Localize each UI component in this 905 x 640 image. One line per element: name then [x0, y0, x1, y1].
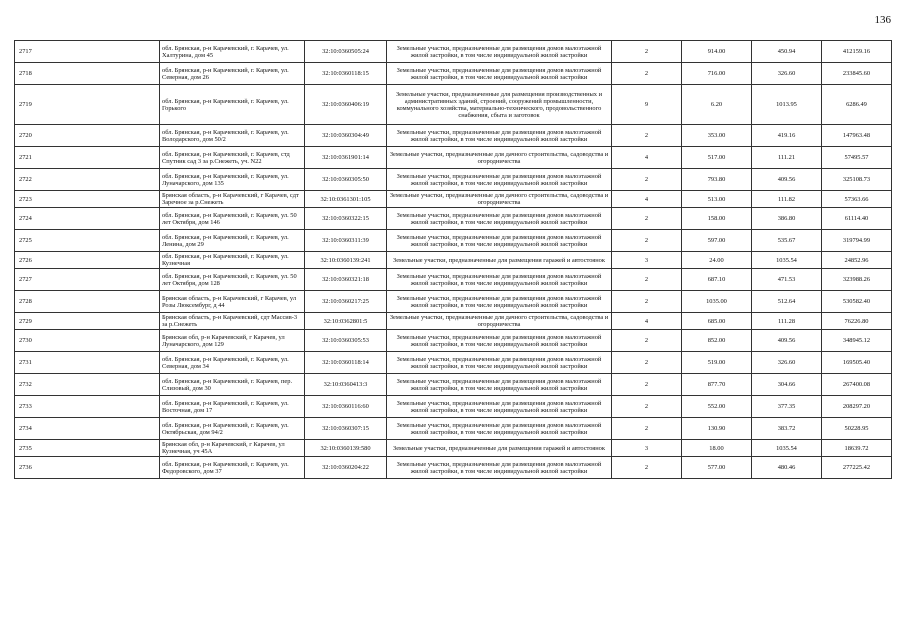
specific-value-cell: 419.16 [752, 125, 822, 147]
address-cell: Брянская обл, р-н Карачевский, г Карачев, ул Кузнечная, уч 45А [160, 440, 305, 457]
table-row [15, 85, 892, 125]
cadastral-value-cell: 57495.57 [822, 147, 892, 169]
table-row [15, 147, 892, 169]
cadastral-value-cell: 147963.48 [822, 125, 892, 147]
area-cell: 597.00 [682, 230, 752, 252]
land-use-cell: Земельные участки, предназначенные для размещения домов малоэтажной жилой застройки, в том числе индивидуальной жилой застройки [387, 396, 612, 418]
area-cell: 852.00 [682, 330, 752, 352]
cadastral-value-cell: 169505.40 [822, 352, 892, 374]
specific-value-cell: 383.72 [752, 418, 822, 440]
specific-value-cell: 512.64 [752, 291, 822, 313]
address-cell: обл. Брянская, р-н Карачевский, г. Карачев, ул. Халтурина, дом 45 [160, 41, 305, 63]
table-row [15, 374, 892, 396]
table-row [15, 41, 892, 63]
row-number-cell: 2728 [15, 291, 160, 313]
page-number: 136 [874, 14, 891, 26]
table-row [15, 208, 892, 230]
row-number-cell: 2724 [15, 208, 160, 230]
area-cell: 513.00 [682, 191, 752, 208]
cadastral-value-cell: 24852.96 [822, 252, 892, 269]
group-cell: 2 [612, 208, 682, 230]
address-cell: обл. Брянская, р-н Карачевский, г. Карачев, ул. Северная, дом 26 [160, 63, 305, 85]
cadastral-value-cell: 18639.72 [822, 440, 892, 457]
cadastral-number-cell: 32:10:0360305:50 [305, 169, 387, 191]
group-cell: 2 [612, 41, 682, 63]
specific-value-cell: 111.21 [752, 147, 822, 169]
row-number-cell: 2731 [15, 352, 160, 374]
land-use-cell: Земельные участки, предназначенные для размещения домов малоэтажной жилой застройки, в том числе индивидуальной жилой застройки [387, 125, 612, 147]
cadastral-value-cell: 208297.20 [822, 396, 892, 418]
cadastral-number-cell: 32:10:0360118:15 [305, 63, 387, 85]
cadastral-number-cell: 32:10:0361301:105 [305, 191, 387, 208]
row-number-cell: 2722 [15, 169, 160, 191]
specific-value-cell: 386.80 [752, 208, 822, 230]
table-row [15, 252, 892, 269]
cadastral-number-cell: 32:10:0360204:22 [305, 457, 387, 479]
cadastral-number-cell: 32:10:0360322:15 [305, 208, 387, 230]
area-cell: 877.70 [682, 374, 752, 396]
group-cell: 4 [612, 313, 682, 330]
table-row [15, 440, 892, 457]
cadastral-number-cell: 32:10:0360139:580 [305, 440, 387, 457]
cadastral-number-cell: 32:10:0360118:14 [305, 352, 387, 374]
area-cell: 353.00 [682, 125, 752, 147]
group-cell: 2 [612, 457, 682, 479]
cadastral-table-wrapper [14, 40, 891, 479]
specific-value-cell: 326.60 [752, 352, 822, 374]
specific-value-cell: 480.46 [752, 457, 822, 479]
land-use-cell: Земельные участки, предназначенные для дачного строительства, садоводства и огородничества [387, 147, 612, 169]
row-number-cell: 2718 [15, 63, 160, 85]
row-number-cell: 2727 [15, 269, 160, 291]
area-cell: 517.00 [682, 147, 752, 169]
row-number-cell: 2732 [15, 374, 160, 396]
land-use-cell: Земельные участки, предназначенные для размещения домов малоэтажной жилой застройки, в том числе индивидуальной жилой застройки [387, 230, 612, 252]
group-cell: 2 [612, 352, 682, 374]
group-cell: 2 [612, 396, 682, 418]
group-cell: 2 [612, 418, 682, 440]
group-cell: 2 [612, 230, 682, 252]
cadastral-number-cell: 32:10:0360413:3 [305, 374, 387, 396]
area-cell: 793.80 [682, 169, 752, 191]
specific-value-cell: 535.67 [752, 230, 822, 252]
specific-value-cell: 471.53 [752, 269, 822, 291]
land-use-cell: Земельные участки, предназначенные для размещения домов малоэтажной жилой застройки, в том числе индивидуальной жилой застройки [387, 41, 612, 63]
cadastral-number-cell: 32:10:0362801:5 [305, 313, 387, 330]
group-cell: 2 [612, 63, 682, 85]
address-cell: обл. Брянская, р-н Карачевский, г. Карачев, ул. 50 лет Октября, дом 128 [160, 269, 305, 291]
group-cell: 4 [612, 147, 682, 169]
land-use-cell: Земельные участки, предназначенные для размещения домов малоэтажной жилой застройки, в том числе индивидуальной жилой застройки [387, 208, 612, 230]
area-cell: 130.90 [682, 418, 752, 440]
cadastral-number-cell: 32:10:0360116:60 [305, 396, 387, 418]
specific-value-cell: 304.66 [752, 374, 822, 396]
area-cell: 18.00 [682, 440, 752, 457]
table-row [15, 313, 892, 330]
cadastral-value-cell: 57363.66 [822, 191, 892, 208]
address-cell: обл. Брянская, р-н Карачевский, г. Карачев, ул. Восточная, дом 17 [160, 396, 305, 418]
area-cell: 1035.00 [682, 291, 752, 313]
cadastral-number-cell: 32:10:0361901:14 [305, 147, 387, 169]
table-row [15, 291, 892, 313]
table-row [15, 330, 892, 352]
land-use-cell: Земельные участки, предназначенные для размещения домов малоэтажной жилой застройки, в том числе индивидуальной жилой застройки [387, 269, 612, 291]
cadastral-number-cell: 32:10:0360307:15 [305, 418, 387, 440]
table-row [15, 230, 892, 252]
land-use-cell: Земельные участки, предназначенные для размещения домов малоэтажной жилой застройки, в том числе индивидуальной жилой застройки [387, 63, 612, 85]
table-row [15, 352, 892, 374]
land-use-cell: Земельные участки, предназначенные для размещения домов малоэтажной жилой застройки, в том числе индивидуальной жилой застройки [387, 457, 612, 479]
area-cell: 685.00 [682, 313, 752, 330]
row-number-cell: 2734 [15, 418, 160, 440]
row-number-cell: 2733 [15, 396, 160, 418]
specific-value-cell: 111.28 [752, 313, 822, 330]
cadastral-number-cell: 32:10:0360217:25 [305, 291, 387, 313]
cadastral-number-cell: 32:10:0360139:241 [305, 252, 387, 269]
address-cell: Брянская область, р-н Карачевский, г Карачев, сдт Заречное за р.Снежеть [160, 191, 305, 208]
group-cell: 2 [612, 374, 682, 396]
address-cell: Брянская область, р-н Карачевский, сдт Массив-3 за р.Снежеть [160, 313, 305, 330]
group-cell: 4 [612, 191, 682, 208]
specific-value-cell: 409.56 [752, 169, 822, 191]
land-use-cell: Земельные участки, предназначенные для размещения домов малоэтажной жилой застройки, в том числе индивидуальной жилой застройки [387, 352, 612, 374]
specific-value-cell: 1013.95 [752, 85, 822, 125]
cadastral-value-cell: 50228.95 [822, 418, 892, 440]
cadastral-value-cell: 325108.73 [822, 169, 892, 191]
area-cell: 577.00 [682, 457, 752, 479]
specific-value-cell: 1035.54 [752, 252, 822, 269]
area-cell: 6.20 [682, 85, 752, 125]
group-cell: 2 [612, 169, 682, 191]
row-number-cell: 2721 [15, 147, 160, 169]
table-row [15, 269, 892, 291]
cadastral-value-table [14, 40, 892, 479]
specific-value-cell: 450.94 [752, 41, 822, 63]
group-cell: 2 [612, 269, 682, 291]
land-use-cell: Земельные участки, предназначенные для размещения домов малоэтажной жилой застройки, в том числе индивидуальной жилой застройки [387, 374, 612, 396]
land-use-cell: Земельные участки, предназначенные для размещения домов малоэтажной жилой застройки, в том числе индивидуальной жилой застройки [387, 418, 612, 440]
row-number-cell: 2717 [15, 41, 160, 63]
table-row [15, 396, 892, 418]
row-number-cell: 2720 [15, 125, 160, 147]
land-use-cell: Земельные участки, предназначенные для размещения производственных и административных зданий, строений, сооружений промышленности, коммунального хозяйства, материально-технического, продовольственного снабжения, сбыта и заготовок [387, 85, 612, 125]
address-cell: обл. Брянская, р-н Карачевский, г. Карачев, ул. Северная, дом 34 [160, 352, 305, 374]
land-use-cell: Земельные участки, предназначенные для дачного строительства, садоводства и огородничества [387, 191, 612, 208]
specific-value-cell: 326.60 [752, 63, 822, 85]
land-use-cell: Земельные участки, предназначенные для размещения гаражей и автостоянок [387, 252, 612, 269]
land-use-cell: Земельные участки, предназначенные для размещения домов малоэтажной жилой застройки, в том числе индивидуальной жилой застройки [387, 169, 612, 191]
cadastral-number-cell: 32:10:0360304:49 [305, 125, 387, 147]
group-cell: 3 [612, 252, 682, 269]
cadastral-value-cell: 277225.42 [822, 457, 892, 479]
table-row [15, 125, 892, 147]
area-cell: 687.10 [682, 269, 752, 291]
cadastral-number-cell: 32:10:0360505:24 [305, 41, 387, 63]
group-cell: 2 [612, 125, 682, 147]
cadastral-value-cell: 323988.26 [822, 269, 892, 291]
cadastral-number-cell: 32:10:0360406:19 [305, 85, 387, 125]
land-use-cell: Земельные участки, предназначенные для размещения домов малоэтажной жилой застройки, в том числе индивидуальной жилой застройки [387, 291, 612, 313]
row-number-cell: 2725 [15, 230, 160, 252]
table-row [15, 63, 892, 85]
specific-value-cell: 377.35 [752, 396, 822, 418]
group-cell: 2 [612, 330, 682, 352]
cadastral-value-cell: 412159.16 [822, 41, 892, 63]
cadastral-number-cell: 32:10:0360321:18 [305, 269, 387, 291]
group-cell: 3 [612, 440, 682, 457]
cadastral-number-cell: 32:10:0360311:39 [305, 230, 387, 252]
cadastral-value-cell: 319794.99 [822, 230, 892, 252]
row-number-cell: 2723 [15, 191, 160, 208]
group-cell: 9 [612, 85, 682, 125]
cadastral-value-cell: 348945.12 [822, 330, 892, 352]
cadastral-value-cell: 76226.80 [822, 313, 892, 330]
address-cell: обл. Брянская, р-н Карачевский, г. Карачев, ул. 50 лет Октября, дом 146 [160, 208, 305, 230]
specific-value-cell: 409.56 [752, 330, 822, 352]
address-cell: обл. Брянская, р-н Карачевский, г. Карачев, ул. Федоровского, дом 37 [160, 457, 305, 479]
address-cell: обл. Брянская, р-н Карачевский, г. Карачев, ул. Ленина, дом 29 [160, 230, 305, 252]
row-number-cell: 2730 [15, 330, 160, 352]
area-cell: 716.00 [682, 63, 752, 85]
specific-value-cell: 1035.54 [752, 440, 822, 457]
table-row [15, 169, 892, 191]
address-cell: Брянская область, р-н Карачевский, г Карачев, ул Розы Люксембург, д 44 [160, 291, 305, 313]
land-use-cell: Земельные участки, предназначенные для размещения домов малоэтажной жилой застройки, в том числе индивидуальной жилой застройки [387, 330, 612, 352]
area-cell: 914.00 [682, 41, 752, 63]
land-use-cell: Земельные участки, предназначенные для дачного строительства, садоводства и огородничества [387, 313, 612, 330]
table-body [15, 41, 892, 479]
address-cell: обл. Брянская, р-н Карачевский, г. Карачев, ул. Кузнечная [160, 252, 305, 269]
area-cell: 552.00 [682, 396, 752, 418]
address-cell: обл. Брянская, р-н Карачевский, г. Карачев, ул. Октябрьская, дом 94/2 [160, 418, 305, 440]
specific-value-cell: 111.82 [752, 191, 822, 208]
address-cell: обл. Брянская, р-н Карачевский, г. Карачев, ул. Горького [160, 85, 305, 125]
land-use-cell: Земельные участки, предназначенные для размещения гаражей и автостоянок [387, 440, 612, 457]
row-number-cell: 2736 [15, 457, 160, 479]
cadastral-value-cell: 61114.40 [822, 208, 892, 230]
cadastral-value-cell: 267400.08 [822, 374, 892, 396]
area-cell: 519.00 [682, 352, 752, 374]
table-row [15, 457, 892, 479]
address-cell: обл. Брянская, р-н Карачевский, г. Карачев, ул. Луначарского, дом 135 [160, 169, 305, 191]
group-cell: 2 [612, 291, 682, 313]
row-number-cell: 2719 [15, 85, 160, 125]
cadastral-value-cell: 6286.49 [822, 85, 892, 125]
row-number-cell: 2726 [15, 252, 160, 269]
address-cell: обл. Брянская, р-н Карачевский, г. Карачев, стд Спутник сад 3 за р.Снежеть, уч. N22 [160, 147, 305, 169]
row-number-cell: 2735 [15, 440, 160, 457]
cadastral-value-cell: 233845.60 [822, 63, 892, 85]
address-cell: Брянская обл, р-н Карачевский, г Карачев, ул Луначарского, дом 129 [160, 330, 305, 352]
area-cell: 158.00 [682, 208, 752, 230]
cadastral-value-cell: 530582.40 [822, 291, 892, 313]
table-row [15, 418, 892, 440]
row-number-cell: 2729 [15, 313, 160, 330]
table-row [15, 191, 892, 208]
address-cell: обл. Брянская, р-н Карачевский, г. Карачев, пер. Слизовый, дом 30 [160, 374, 305, 396]
area-cell: 24.00 [682, 252, 752, 269]
cadastral-number-cell: 32:10:0360305:53 [305, 330, 387, 352]
address-cell: обл. Брянская, р-н Карачевский, г. Карачев, ул. Володарского, дом 50/2 [160, 125, 305, 147]
